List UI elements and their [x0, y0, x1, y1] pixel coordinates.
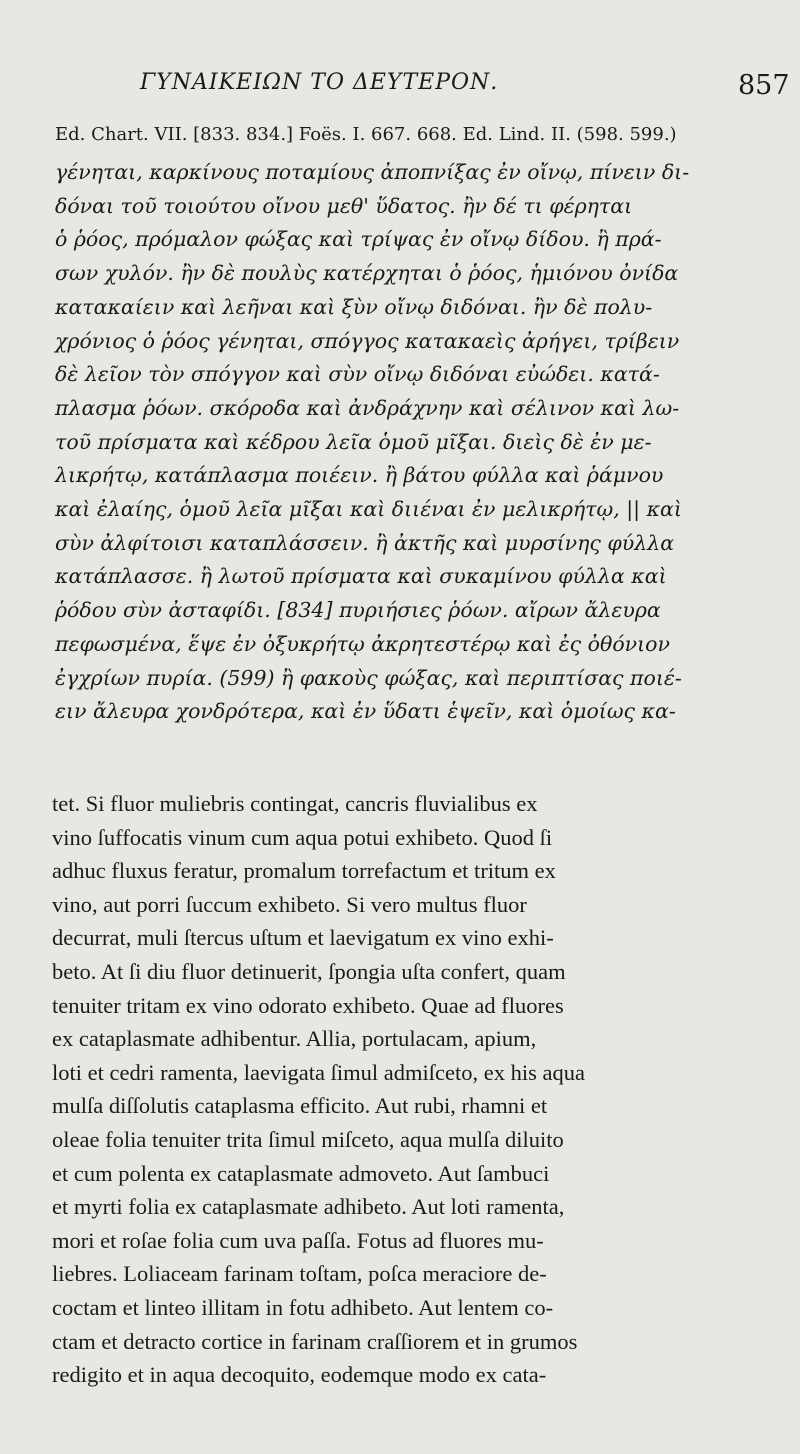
greek-line: ὁ ῥόος, πρόμαλον φώξας καὶ τρίψας ἐν οἴνῳ δίδου. ἢ πρά-: [55, 227, 662, 252]
latin-line: et cum polenta ex cataplasmate admoveto. Aut ſambuci: [52, 1160, 550, 1186]
latin-line: mulſa diſſolutis cataplasma efficito. Aut rubi, rhamni et: [52, 1093, 548, 1119]
page-number: 857: [738, 70, 790, 101]
latin-line: vino ſuffocatis vinum cum aqua potui exhibeto. Quod ſi: [52, 824, 553, 850]
greek-line: λικρήτῳ, κατάπλασμα ποιέειν. ἢ βάτου φύλλα καὶ ῥάμνου: [55, 463, 664, 488]
greek-line: κατάπλασσε. ἢ λωτοῦ πρίσματα καὶ συκαμίνου φύλλα καὶ: [55, 564, 667, 589]
latin-line: beto. At ſi diu fluor detinuerit, ſpongia uſta confert, quam: [52, 958, 566, 984]
greek-line: σὺν ἀλφίτοισι καταπλάσσειν. ἢ ἀκτῆς καὶ μυρσίνης φύλλα: [55, 530, 675, 555]
running-head: ΓΥΝΑΙΚΕΙΩΝ ΤΟ ΔΕΥΤΕΡΟΝ.: [140, 70, 499, 95]
greek-line: πεφωσμένα, ἕψε ἐν ὀξυκρήτῳ ἀκρητεστέρῳ καὶ ἐς ὀθόνιον: [55, 631, 670, 656]
latin-line: vino, aut porri ſuccum exhibeto. Si vero multus fluor: [52, 891, 527, 917]
latin-line: liebres. Loliaceam farinam toſtam, poſca meraciore de-: [52, 1261, 547, 1287]
greek-line: ἐγχρίων πυρία. (599) ἢ φακοὺς φώξας, καὶ περιπτίσας ποιέ-: [55, 665, 682, 690]
greek-line: γένηται, καρκίνους ποταμίους ἀποπνίξας ἐν οἴνῳ, πίνειν δι-: [55, 160, 690, 184]
latin-line: et myrti folia ex cataplasmate adhibeto. Aut loti ramenta,: [52, 1194, 565, 1220]
greek-line: τοῦ πρίσματα καὶ κέδρου λεῖα ὁμοῦ μῖξαι. διεὶς δὲ ἐν με-: [55, 429, 652, 454]
latin-text-block: [52, 787, 585, 1392]
latin-line: oleae folia tenuiter trita ſimul miſceto, aqua mulſa diluito: [52, 1126, 564, 1152]
latin-line: adhuc fluxus feratur, promalum torrefactum et tritum ex: [52, 858, 556, 884]
greek-text-block: [55, 156, 689, 729]
latin-line: ex cataplasmate adhibentur. Allia, portulacam, apium,: [52, 1026, 537, 1052]
greek-line: σων χυλόν. ἢν δὲ πουλὺς κατέρχηται ὁ ῥόος, ἡμιόνου ὀνίδα: [55, 261, 679, 286]
greek-line: καὶ ἐλαίης, ὁμοῦ λεῖα μῖξαι καὶ διιέναι ἐν μελικρήτῳ, || καὶ: [55, 497, 682, 522]
latin-line: coctam et linteo illitam in fotu adhibeto. Aut lentem co-: [52, 1294, 554, 1320]
latin-line: decurrat, muli ſtercus uſtum et laevigatum ex vino exhi-: [52, 925, 554, 951]
greek-line: ειν ἄλευρα χονδρότερα, καὶ ἐν ὕδατι ἑψεῖν, καὶ ὁμοίως κα-: [55, 699, 676, 724]
greek-line: χρόνιος ὁ ῥόος γένηται, σπόγγος κατακαεὶς ἀρήγει, τρίβειν: [55, 328, 680, 353]
latin-line: ctam et detracto cortice in farinam craſſiorem et in grumos: [52, 1328, 578, 1354]
greek-line: πλασμα ῥόων. σκόροδα καὶ ἀνδράχνην καὶ σέλινον καὶ λω-: [55, 395, 680, 420]
latin-line: mori et roſae folia cum uva paſſa. Fotus ad fluores mu-: [52, 1227, 544, 1253]
latin-line: tet. Si fluor muliebris contingat, cancris fluvialibus ex: [52, 791, 538, 816]
greek-line: δὲ λεῖον τὸν σπόγγον καὶ σὺν οἴνῳ διδόναι εὐώδει. κατά-: [55, 362, 660, 387]
latin-line: tenuiter tritam ex vino odorato exhibeto. Quae ad fluores: [52, 992, 564, 1018]
greek-line: ῥόδου σὺν ἀσταφίδι. [834] πυριήσιες ῥόων. αἴρων ἄλευρα: [55, 598, 661, 623]
edition-reference-line: Ed. Chart. VII. [833. 834.] Foës. I. 667. 668. Ed. Lind. II. (598. 599.): [55, 124, 677, 145]
latin-line: loti et cedri ramenta, laevigata ſimul admiſceto, ex his aqua: [52, 1059, 585, 1085]
greek-line: δόναι τοῦ τοιούτου οἴνου μεθ' ὕδατος. ἢν δέ τι φέρηται: [55, 193, 633, 218]
greek-line: κατακαίειν καὶ λεῆναι καὶ ξὺν οἴνῳ διδόναι. ἢν δὲ πολυ-: [55, 294, 653, 319]
latin-line: redigito et in aqua decoquito, eodemque modo ex cata-: [52, 1362, 547, 1388]
